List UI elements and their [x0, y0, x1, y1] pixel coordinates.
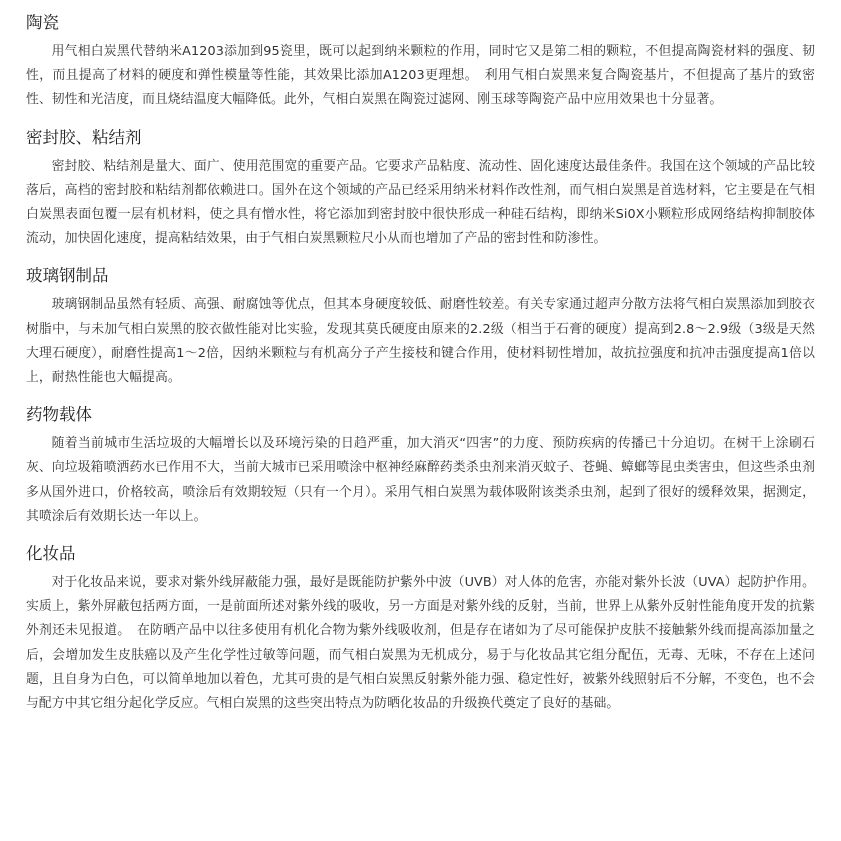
- section-paragraph: 对于化妆品来说，要求对紫外线屏蔽能力强，最好是既能防护紫外中波（UVB）对人体的危害，亦能对紫外长波（UVA）起防护作用。实质上，紫外屏蔽包括两方面，一是前面所述对紫外线的吸收，另一方面是对紫外线的反射，当前，世界上从紫外反射性能角度开发的抗紫外剂还未见报道。 在防晒产品中以往多使用有机化合物为紫外线吸收剂，但是存在诸如为了尽可能保护皮肤不接触紫外线而提高添加量之后，会增加发生皮肤癌以及产生化学性过敏等问题，而气相白炭黑为无机成分，易于与化妆品其它组分配伍，无毒、无味，不存在上述问题，且自身为白色，可以简单地加以着色，尤其可贵的是气相白炭黑反射紫外能力强、稳定性好，被紫外线照射后不分解，不变色，也不会与配方中其它组分起化学反应。气相白炭黑的这些突出特点为防晒化妆品的升级换代奠定了良好的基础。: [26, 575, 815, 712]
- section-fiberglass: [26, 261, 815, 390]
- section-heading: 密封胶、粘结剂: [26, 127, 142, 147]
- section-cosmetics: [26, 539, 815, 716]
- section-paragraph: 随着当前城市生活垃圾的大幅增长以及环境污染的日趋严重，加大消灭“四害”的力度、预防疾病的传播已十分迫切。在树干上涂刷石灰、向垃圾箱喷洒药水已作用不大，当前大城市已采用喷涂中枢神经麻醉药类杀虫剂来消灭蚊子、苍蝇、蟑螂等昆虫类害虫，但这些杀虫剂多从国外进口，价格较高，喷涂后有效期较短（只有一个月）。采用气相白炭黑为载体吸附该类杀虫剂，起到了很好的缓释效果，据测定，其喷涂后有效期长达一年以上。: [26, 436, 815, 524]
- section-heading: 化妆品: [26, 544, 76, 564]
- section-paragraph: 用气相白炭黑代替纳米A1203添加到95瓷里，既可以起到纳米颗粒的作用，同时它又是第二相的颗粒，不但提高陶瓷材料的强度、韧性，而且提高了材料的硬度和弹性模量等性能，其效果比添加A1203更理想。 利用气相白炭黑来复合陶瓷基片，不但提高了基片的致密性、韧性和光洁度，而且烧结温度大幅降低。此外，气相白炭黑在陶瓷过滤网、刚玉球等陶瓷产品中应用效果也十分显著。: [26, 44, 815, 108]
- section-sealants-adhesives: [26, 123, 815, 252]
- section-paragraph: 密封胶、粘结剂是量大、面广、使用范围宽的重要产品。它要求产品粘度、流动性、固化速度达最佳条件。我国在这个领域的产品比较落后，高档的密封胶和粘结剂都依赖进口。国外在这个领域的产品已经采用纳米材料作改性剂，而气相白炭黑是首选材料，它主要是在气相白炭黑表面包覆一层有机材料，使之具有憎水性，将它添加到密封胶中很快形成一种硅石结构，即纳米Si0X小颗粒形成网络结构抑制胶体流动，加快固化速度，提高粘结效果，由于气相白炭黑颗粒尺小从而也增加了产品的密封性和防渗性。: [26, 158, 815, 247]
- section-ceramics: [26, 8, 815, 113]
- section-heading: 陶瓷: [26, 13, 59, 32]
- section-drug-carrier: [26, 400, 815, 529]
- section-paragraph: 玻璃钢制品虽然有轻质、高强、耐腐蚀等优点，但其本身硬度较低、耐磨性较差。有关专家通过超声分散方法将气相白炭黑添加到胶衣树脂中，与未加气相白炭黑的胶衣做性能对比实验，发现其莫氏硬度由原来的2.2级（相当于石膏的硬度）提高到2.8～2.9级（3级是天然大理石硬度），耐磨性提高1～2倍，因纳米颗粒与有机高分子产生接枝和键合作用，使材料韧性增加，故抗拉强度和抗冲击强度提高1倍以上，耐热性能也大幅提高。: [26, 297, 815, 386]
- section-heading: 玻璃钢制品: [26, 266, 109, 286]
- section-heading: 药物载体: [26, 405, 92, 425]
